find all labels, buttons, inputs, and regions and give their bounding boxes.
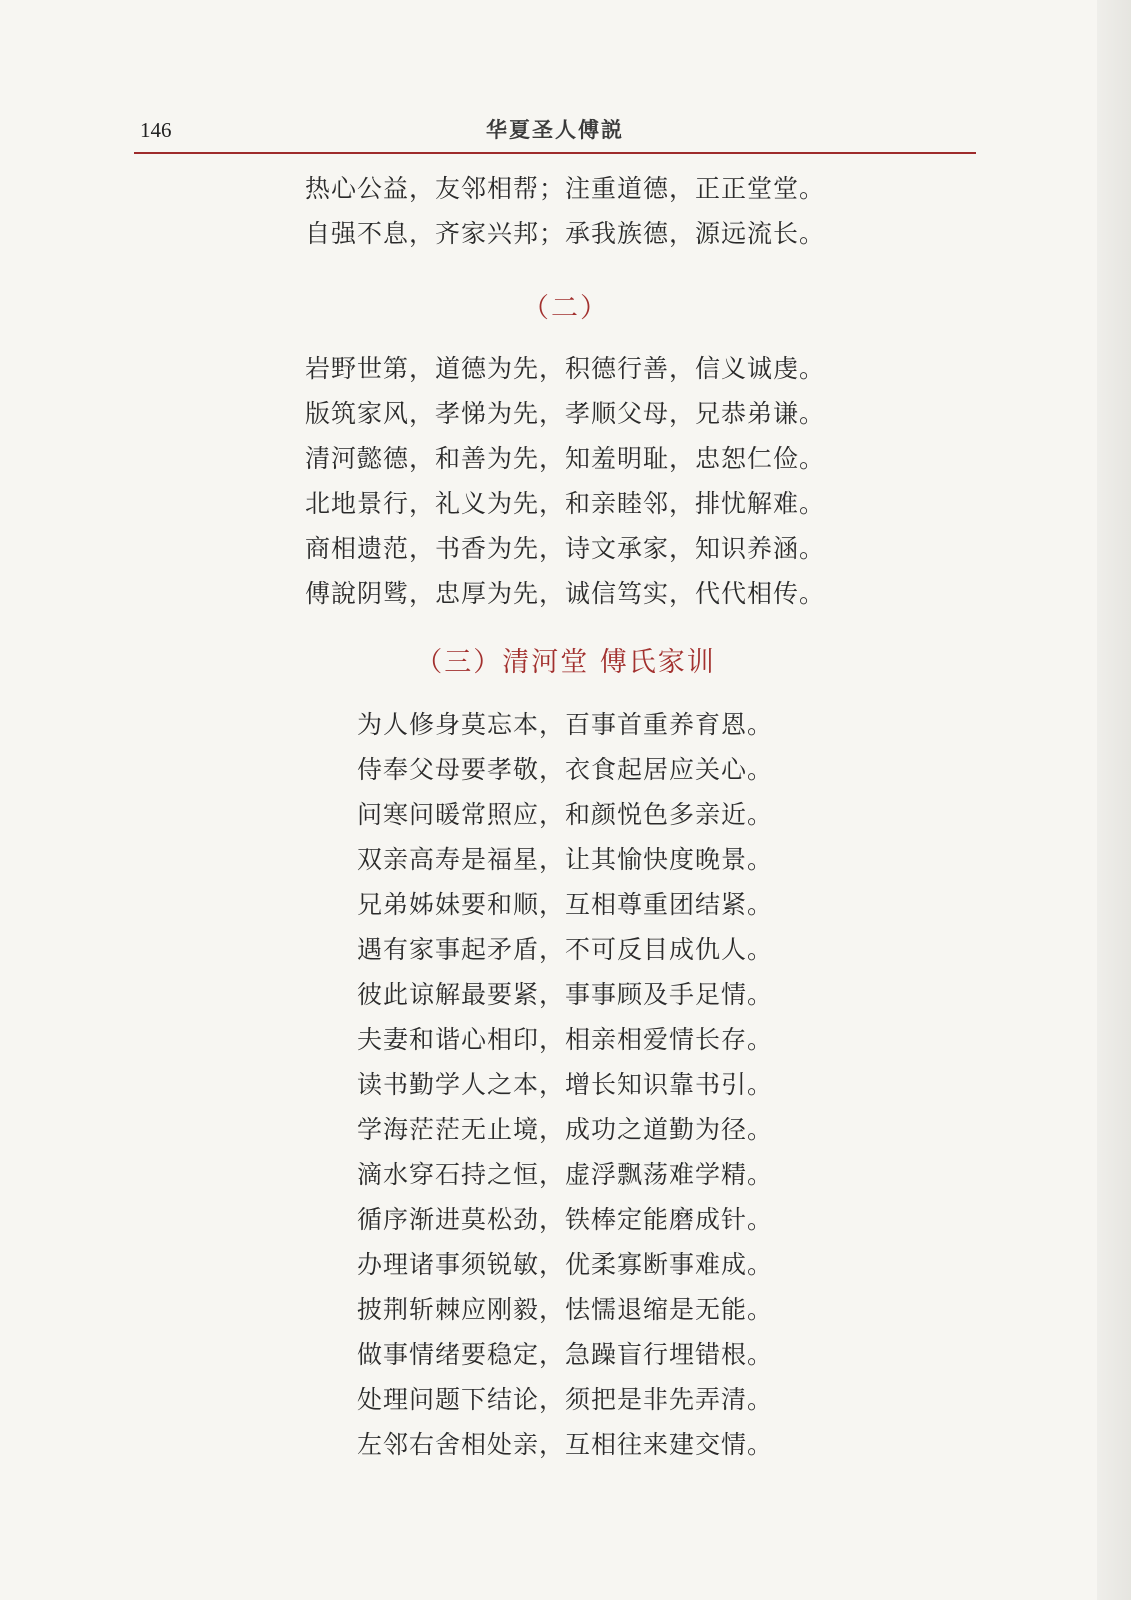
verse-line: 清河懿德，和善为先，知羞明耻，忠恕仁俭。 xyxy=(305,444,826,473)
verse-line: 商相遗范，书香为先，诗文承家，知识养涵。 xyxy=(305,534,826,563)
verse-line: 傅說阴骘，忠厚为先，诚信笃实，代代相传。 xyxy=(305,579,826,608)
verse-line: 夫妻和谐心相印，相亲相爱情长存。 xyxy=(357,1025,774,1054)
verse-line: 双亲高寿是福星，让其愉快度晚景。 xyxy=(357,845,774,874)
verse-line: 左邻右舍相处亲，互相往来建交情。 xyxy=(357,1430,774,1459)
page-header xyxy=(134,110,976,154)
verse-line: 滴水穿石持之恒，虚浮飘荡难学精。 xyxy=(357,1160,774,1189)
section-title-2: （二） xyxy=(522,293,609,324)
verse-line: 北地景行，礼义为先，和亲睦邻，排忧解难。 xyxy=(305,489,826,518)
verse-line: 办理诸事须锐敏，优柔寡断事难成。 xyxy=(357,1250,774,1279)
verse-line: 彼此谅解最要紧，事事顾及手足情。 xyxy=(357,980,774,1009)
verse-line: 侍奉父母要孝敬，衣食起居应关心。 xyxy=(357,755,774,784)
verse-line: 读书勤学人之本，增长知识靠书引。 xyxy=(357,1070,774,1099)
verse-line: 为人修身莫忘本，百事首重养育恩。 xyxy=(357,710,774,739)
verse-line: 做事情绪要稳定，急躁盲行埋错根。 xyxy=(357,1340,774,1369)
verse-line: 自强不息，齐家兴邦；承我族德，源远流长。 xyxy=(305,219,826,248)
verse-line: 热心公益，友邻相帮；注重道德，正正堂堂。 xyxy=(305,174,826,203)
verse-line: 问寒问暖常照应，和颜悦色多亲近。 xyxy=(357,800,774,829)
verse-line: 学海茫茫无止境，成功之道勤为径。 xyxy=(357,1115,774,1144)
verse-line: 版筑家风，孝悌为先，孝顺父母，兄恭弟谦。 xyxy=(305,399,826,428)
verse-line: 遇有家事起矛盾，不可反目成仇人。 xyxy=(357,935,774,964)
verse-line: 兄弟姊妹要和顺，互相尊重团结紧。 xyxy=(357,890,774,919)
page-number: 146 xyxy=(140,118,172,142)
verse-line: 岩野世第，道德为先，积德行善，信义诚虔。 xyxy=(305,354,826,383)
verse-line: 披荆斩棘应刚毅，怯懦退缩是无能。 xyxy=(357,1295,774,1324)
verse-block-b xyxy=(0,346,1131,616)
running-title: 华夏圣人傅説 xyxy=(486,118,624,142)
verse-block-a xyxy=(0,166,1131,256)
section-title-3: （三）清河堂 傅氏家训 xyxy=(415,647,716,678)
header-rule xyxy=(134,152,976,154)
verse-block-c xyxy=(0,702,1131,1467)
verse-line: 循序渐进莫松劲，铁棒定能磨成针。 xyxy=(357,1205,774,1234)
verse-line: 处理问题下结论，须把是非先弄清。 xyxy=(357,1385,774,1414)
